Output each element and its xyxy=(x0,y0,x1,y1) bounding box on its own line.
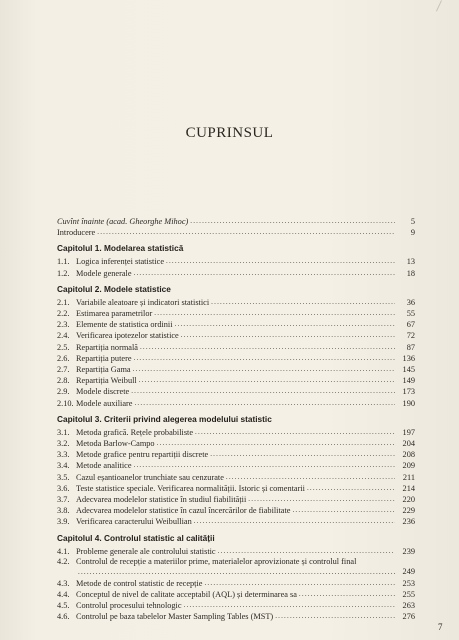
toc-entry-number: 3.9. xyxy=(57,517,70,527)
toc-leader-dots xyxy=(181,330,395,341)
toc-entry-number: 2.4. xyxy=(57,331,70,341)
toc-entry-text: Verificarea ipotezelor statistice xyxy=(76,331,179,341)
toc-entry-text: Metode grafice pentru repartiții discrete xyxy=(76,450,209,460)
toc-entry-text: Repartiția putere xyxy=(76,353,132,363)
toc-leader-dots xyxy=(292,505,395,516)
toc-leader-dots xyxy=(194,516,395,527)
toc-entry-page: 145 xyxy=(402,365,415,375)
toc-entry-number: 2.8. xyxy=(57,376,70,386)
toc-entry xyxy=(57,505,415,516)
toc-entry-page: 208 xyxy=(402,450,415,460)
toc-leader-dots xyxy=(248,494,395,505)
toc-leader-dots xyxy=(190,216,395,227)
table-of-contents xyxy=(57,216,415,623)
toc-entry-number: 1.1. xyxy=(57,257,70,267)
toc-entry-page: 197 xyxy=(402,427,415,437)
toc-entry-number: 3.4. xyxy=(57,461,70,471)
toc-leader-dots xyxy=(157,438,395,449)
page-title: CUPRINSUL xyxy=(185,125,274,141)
toc-entry-number: 2.6. xyxy=(57,353,70,363)
toc-entry-page: 18 xyxy=(406,268,415,278)
toc-entry xyxy=(57,308,415,319)
toc-entry xyxy=(57,330,415,341)
toc-entry-number: 2.1. xyxy=(57,297,70,307)
toc-leader-dots xyxy=(140,342,395,353)
toc-entry-page: 253 xyxy=(402,578,415,588)
toc-entry-text: Metoda grafică. Rețele probabiliste xyxy=(76,427,194,437)
toc-entry-number: 2.9. xyxy=(57,387,70,397)
toc-entry xyxy=(57,460,415,471)
toc-entry xyxy=(57,494,415,505)
toc-leader-dots xyxy=(299,589,395,600)
toc-entry xyxy=(57,546,415,557)
toc-entry-page: 209 xyxy=(402,461,415,471)
toc-entry-page: 214 xyxy=(402,483,415,493)
toc-leader-dots xyxy=(134,398,395,409)
toc-entry-page: 67 xyxy=(406,320,415,330)
chapter-heading: Capitolul 2. Modele statistice xyxy=(57,283,171,294)
toc-entry xyxy=(57,472,415,483)
toc-entry-number: 4.1. xyxy=(57,546,70,556)
toc-entry-text: Controlul pe baza tabelelor Master Sampling Tables (MST) xyxy=(76,612,274,622)
toc-entry-text: Metode analitice xyxy=(76,461,132,471)
toc-entry-number: 2.2. xyxy=(57,309,70,319)
chapter-heading: Capitolul 4. Controlul statistic al calității xyxy=(57,532,215,543)
toc-leader-dots xyxy=(134,268,395,279)
toc-entry xyxy=(57,364,415,375)
toc-entry-page: 36 xyxy=(406,297,415,307)
toc-entry-number: 3.7. xyxy=(57,495,70,505)
chapter-heading: Capitolul 1. Modelarea statistică xyxy=(57,243,184,254)
toc-leader-dots xyxy=(78,567,395,578)
toc-entry-number: 2.10. xyxy=(57,398,74,408)
toc-entry-number: 4.3. xyxy=(57,578,70,588)
toc-entry xyxy=(57,386,415,397)
toc-entry-number: 2.3. xyxy=(57,320,70,330)
toc-entry xyxy=(57,375,415,386)
chapter-heading: Capitolul 3. Criterii privind alegerea modelului statistic xyxy=(57,413,272,424)
toc-entry-text: Adecvarea modelelor statistice în studiul fiabilității xyxy=(76,495,247,505)
toc-entry-text: Cazul eșantioanelor trunchiate sau cenzurate xyxy=(76,472,224,482)
toc-leader-dots xyxy=(134,460,395,471)
toc-leader-dots xyxy=(133,364,395,375)
toc-entry-number: 3.5. xyxy=(57,472,70,482)
toc-leader-dots xyxy=(204,578,395,589)
toc-entry-text: Modele generale xyxy=(76,268,132,278)
toc-entry xyxy=(57,557,415,578)
toc-entry xyxy=(57,449,415,460)
toc-entry-page: 276 xyxy=(402,612,415,622)
toc-entry-number: 3.3. xyxy=(57,450,70,460)
toc-entry-number: 3.2. xyxy=(57,439,70,449)
toc-leader-dots xyxy=(226,472,395,483)
toc-entry-page: 87 xyxy=(406,342,415,352)
toc-entry-text: Teste statistice speciale. Verificarea normalității. Istoric și comentarii xyxy=(76,483,305,493)
toc-entry-page: 236 xyxy=(402,517,415,527)
toc-entry xyxy=(57,256,415,267)
toc-leader-dots xyxy=(166,256,395,267)
toc-entry-text: Logica inferenței statistice xyxy=(76,257,165,267)
toc-entry-text: Introducere xyxy=(57,228,96,238)
toc-entry-page: 72 xyxy=(406,331,415,341)
toc-entry-page: 211 xyxy=(402,472,415,482)
toc-entry xyxy=(57,611,415,622)
toc-entry-text: Adecvarea modelelor statistice în cazul încercărilor de fiabilitate xyxy=(76,506,291,516)
toc-leader-dots xyxy=(154,308,395,319)
toc-entry-text: Estimarea parametrilor xyxy=(76,309,153,319)
toc-entry-text: Variabile aleatoare și indicatori statistici xyxy=(76,297,210,307)
toc-leader-dots xyxy=(211,297,395,308)
toc-entry-number: 4.4. xyxy=(57,590,70,600)
toc-entry-text: Modele discrete xyxy=(76,387,130,397)
toc-entry-page: 229 xyxy=(402,506,415,516)
toc-entry-text: Cuvînt înainte (acad. Gheorghe Mihoc) xyxy=(57,217,189,226)
toc-entry-number: 1.2. xyxy=(57,268,70,278)
toc-entry-number: 2.5. xyxy=(57,342,70,352)
toc-entry-text: Repartiția Weibull xyxy=(76,376,137,386)
toc-leader-dots xyxy=(307,483,395,494)
toc-entry-page: 255 xyxy=(402,590,415,600)
toc-leader-dots xyxy=(175,319,395,330)
toc-entry xyxy=(57,319,415,330)
toc-entry xyxy=(57,342,415,353)
toc-entry-page: 263 xyxy=(402,601,415,611)
toc-entry-text: Elemente de statistica ordinii xyxy=(76,320,173,330)
toc-entry xyxy=(57,438,415,449)
toc-entry-number: 4.2. xyxy=(57,556,70,566)
toc-leader-dots xyxy=(139,375,395,386)
toc-entry xyxy=(57,297,415,308)
toc-entry-page: 204 xyxy=(402,439,415,449)
page-number: 7 xyxy=(438,622,443,632)
toc-leader-dots xyxy=(210,449,395,460)
toc-entry-page: 13 xyxy=(406,257,415,267)
toc-front-entry xyxy=(57,227,415,238)
toc-entry xyxy=(57,268,415,279)
toc-entry-page: 220 xyxy=(402,495,415,505)
toc-entry xyxy=(57,589,415,600)
toc-entry-page: 239 xyxy=(402,546,415,556)
toc-entry xyxy=(57,600,415,611)
toc-leader-dots xyxy=(134,353,395,364)
toc-entry-number: 2.7. xyxy=(57,365,70,375)
toc-entry-number: 4.6. xyxy=(57,612,70,622)
toc-leader-dots xyxy=(195,427,395,438)
chapter-list xyxy=(57,243,415,622)
toc-entry-number: 3.1. xyxy=(57,427,70,437)
toc-leader-dots xyxy=(218,546,395,557)
toc-leader-dots xyxy=(131,386,395,397)
toc-entry-page: 55 xyxy=(406,309,415,319)
toc-entry-text: Verificarea caracterului Weibullian xyxy=(76,517,192,527)
toc-entry-number: 4.5. xyxy=(57,601,70,611)
toc-entry-text: Modele auxiliare xyxy=(76,398,133,408)
toc-entry-text: Controlul de recepție a materiilor prime, materialelor aprovizionate și controlul final xyxy=(76,556,357,566)
toc-entry-text: Probleme generale ale controlului statistic xyxy=(76,546,216,556)
toc-entry-page: 136 xyxy=(402,353,415,363)
toc-leader-dots xyxy=(275,611,395,622)
toc-entry-text: Metoda Barlow-Campo xyxy=(76,439,155,449)
toc-entry xyxy=(57,353,415,364)
toc-entry-text: Controlul procesului tehnologic xyxy=(76,601,182,611)
toc-entry-text: Metode de control statistic de recepție xyxy=(76,578,203,588)
page-corner-mark xyxy=(436,0,451,16)
toc-entry-number: 3.8. xyxy=(57,506,70,516)
toc-entry-text: Repartiția Gama xyxy=(76,365,131,375)
toc-entry-page: 5 xyxy=(410,217,415,226)
toc-entry-number: 3.6. xyxy=(57,483,70,493)
toc-entry-page: 249 xyxy=(402,567,415,577)
toc-entry-text: Conceptul de nivel de calitate acceptabil (AQL) și determinarea sa xyxy=(76,590,297,600)
toc-entry-page: 190 xyxy=(402,398,415,408)
toc-entry xyxy=(57,483,415,494)
toc-entry xyxy=(57,578,415,589)
toc-entry xyxy=(57,516,415,527)
toc-leader-dots xyxy=(184,600,395,611)
toc-leader-dots xyxy=(97,227,395,238)
toc-entry xyxy=(57,398,415,409)
toc-entry xyxy=(57,427,415,438)
toc-entry-page: 9 xyxy=(410,228,415,238)
toc-front-entry xyxy=(57,216,415,227)
toc-entry-text: Repartiția normală xyxy=(76,342,138,352)
toc-entry-page: 149 xyxy=(402,376,415,386)
toc-entry-page: 173 xyxy=(402,387,415,397)
